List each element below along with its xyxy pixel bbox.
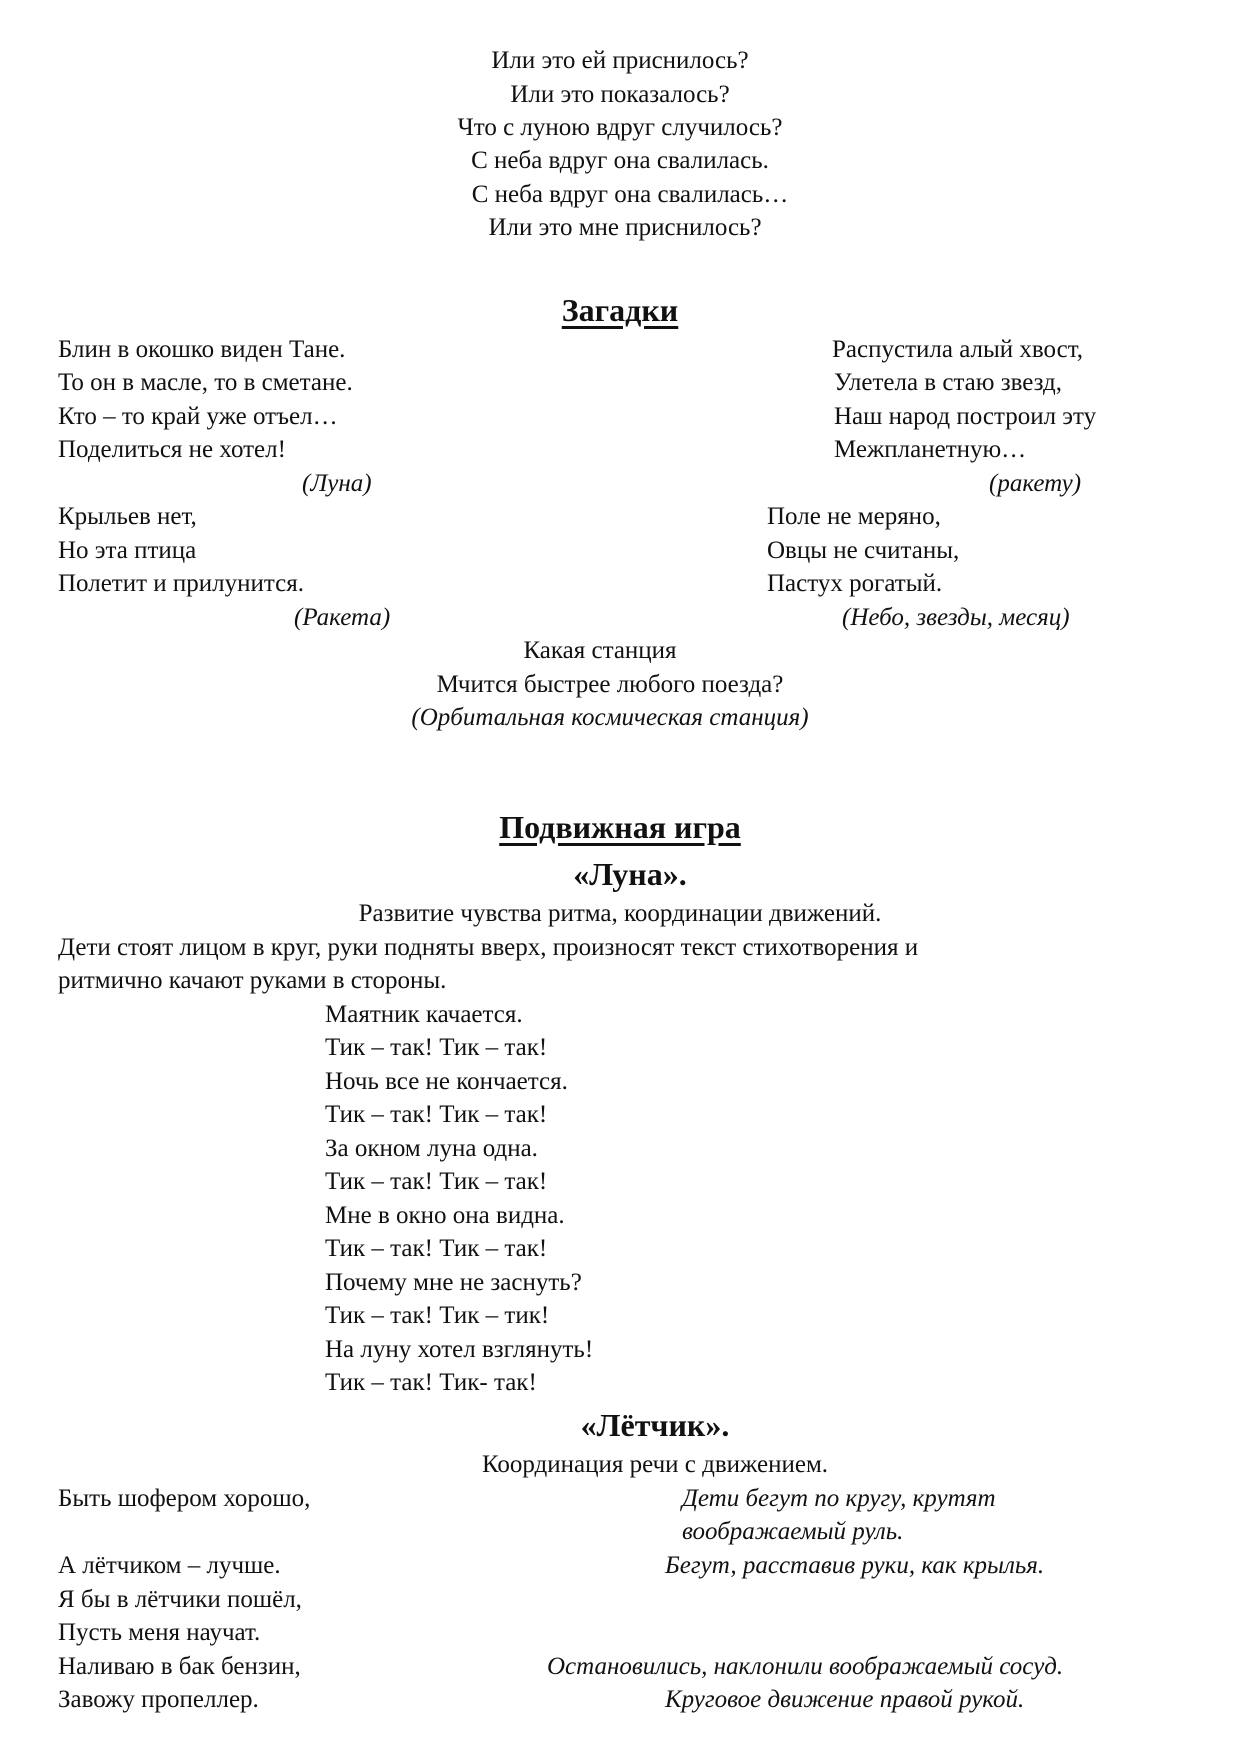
riddle-line: Овцы не считаны, [767,537,960,564]
verse-line: Тик – так! Тик – так! [325,1101,548,1128]
game-luna-description: ритмично качают руками в стороны. [58,967,447,994]
verse-line: Наливаю в бак бензин, [58,1653,301,1680]
game-luna-subtitle: Развитие чувства ритма, координации движений. [358,900,882,927]
riddle-line: Улетела в стаю звезд, [834,369,1063,396]
action-line: воображаемый руль. [682,1518,904,1545]
verse-line: За окном луна одна. [325,1135,538,1162]
riddle-answer: (Ракета) [294,604,391,631]
game-luna-description: Дети стоят лицом в круг, руки подняты вверх, произносят текст стихотворения и [58,934,919,961]
riddle-answer: (ракету) [989,470,1082,497]
action-line: Круговое движение правой рукой. [665,1686,1025,1713]
riddle-answer: (Орбитальная космическая станция) [411,704,809,731]
verse-line: Тик – так! Тик – так! [325,1168,548,1195]
riddle-answer: (Небо, звезды, месяц) [842,604,1070,631]
riddle-line: Пастух рогатый. [767,570,943,597]
riddle-line: То он в масле, то в сметане. [58,369,353,396]
game-luna-title: «Луна». [573,856,687,892]
poem-line: Или это мне приснилось? [488,214,762,241]
verse-line: На луну хотел взглянуть! [325,1336,594,1363]
riddle-line: Полетит и прилунится. [58,570,304,597]
verse-line: А лётчиком – лучше. [58,1552,281,1579]
action-line: Бегут, расставив руки, как крылья. [665,1552,1045,1579]
poem-line: С неба вдруг она свалилась… [471,181,789,208]
riddle-line: Блин в окошко виден Тане. [58,336,346,363]
verse-line: Ночь все не кончается. [325,1068,568,1095]
verse-line: Тик – так! Тик – тик! [325,1302,550,1329]
riddles-heading: Загадки [561,292,679,328]
verse-line: Маятник качается. [325,1001,523,1028]
riddle-line: Наш народ построил эту [834,403,1097,430]
riddle-line: Но эта птица [58,537,197,564]
game-pilot-title: «Лётчик». [580,1407,730,1443]
verse-line: Завожу пропеллер. [58,1686,259,1713]
verse-line: Пусть меня научат. [58,1619,261,1646]
riddle-answer: (Луна) [302,470,372,497]
poem-line: С неба вдруг она свалилась. [471,147,769,174]
riddle-line: Кто – то край уже отъел… [58,403,338,430]
riddle-line: Поделиться не хотел! [58,436,286,463]
poem-line: Или это ей приснилось? [491,47,749,74]
riddle-line: Мчится быстрее любого поезда? [436,671,784,698]
verse-line: Тик – так! Тик – так! [325,1235,548,1262]
poem-line: Или это показалось? [510,81,730,108]
verse-line: Я бы в лётчики пошёл, [58,1586,302,1613]
riddle-line: Крыльев нет, [58,503,197,530]
action-line: Остановились, наклонили воображаемый сосуд. [547,1653,1064,1680]
riddle-line: Межпланетную… [834,436,1027,463]
verse-line: Мне в окно она видна. [325,1202,565,1229]
action-line: Дети бегут по кругу, крутят [682,1485,996,1512]
verse-line: Быть шофером хорошо, [58,1485,311,1512]
poem-line: Что с луною вдруг случилось? [457,114,783,141]
game-heading: Подвижная игра [499,809,741,845]
riddle-line: Распустила алый хвост, [832,336,1084,363]
riddle-line: Какая станция [523,637,677,664]
riddle-line: Поле не меряно, [767,503,941,530]
verse-line: Почему мне не заснуть? [325,1269,582,1296]
verse-line: Тик – так! Тик – так! [325,1034,548,1061]
verse-line: Тик – так! Тик- так! [325,1369,537,1396]
game-pilot-subtitle: Координация речи с движением. [481,1451,829,1478]
